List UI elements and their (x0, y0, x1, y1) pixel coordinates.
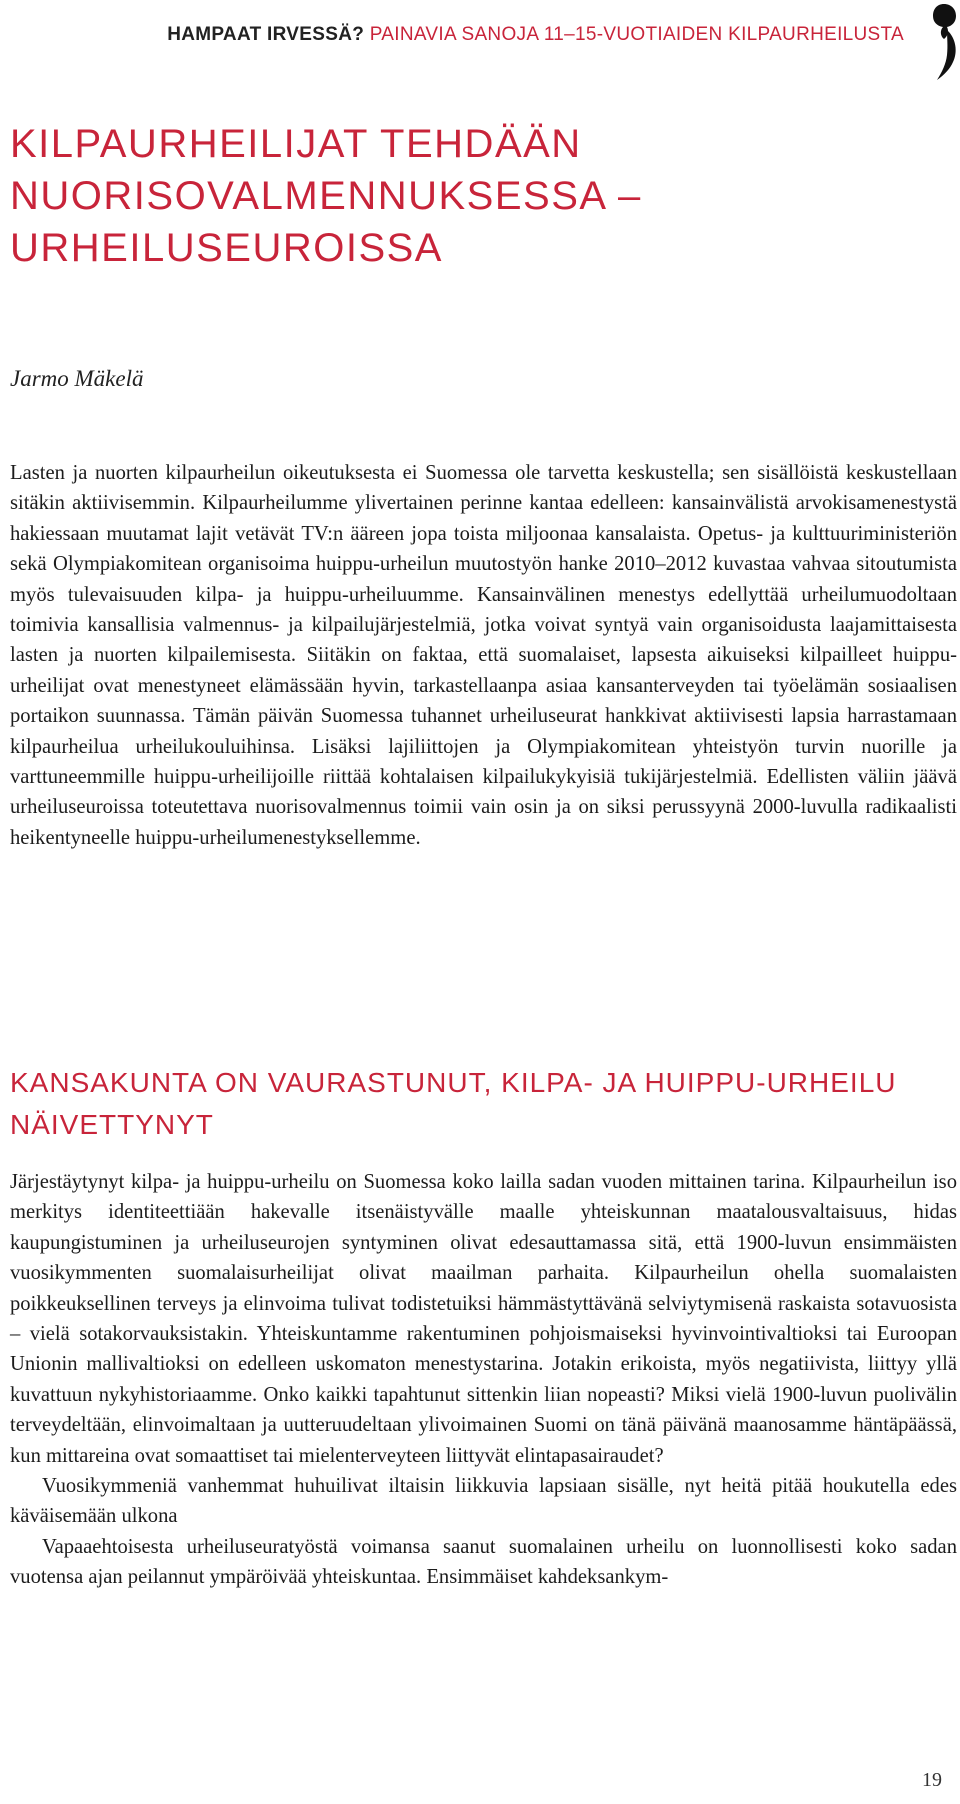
intro-paragraph: Lasten ja nuorten kilpaurheilun oikeutuksesta ei Suomessa ole tarvetta keskustella; sen sisällöistä keskustellaan sitäkin aktiivisemmin. Kilpaurheilumme ylivertainen perinne kantaa edelleen: kansainvälistä arvokisamenestystä hakiessaan muutamat lajit vetävät TV:n ääreen jopa toista miljoonaa kansalaista. Opetus- ja kulttuuriministeriön sekä Olympiakomitean organisoima huippu-urheilun muutostyön hanke 2010–2012 kuvastaa vahvaa sitoutumista myös tulevaisuuden kilpa- ja huippu-urheiluumme. Kansainvälinen menestys edellyttää urheilumuodoltaan toimivia kansallisia valmennus- ja kilpailujärjestelmiä, jotka voivat syntyä vain organisoidusta laajamittaisesta lasten ja nuorten kilpailemisesta. Siitäkin on faktaa, että suomalaiset, lapsesta aikuiseksi kilpailleet huippu-urheilijat ovat menestyneet elämässään hyvin, tarkastellaanpa asiaa kansanterveyden tai työelämän sosiaalisen portaikon suunnassa. Tämän päivän Suomessa tuhannet urheiluseurat hankkivat aktiivisesti lapsia harrastamaan kilpaurheilua urheilukouluihinsa. Lisäksi lajiliittojen ja Olympiakomitean yhteistyön turvin nuorille ja varttuneemmille huippu-urheilijoille riittää kohtalaisen kilpailukykyisiä tukijärjestelmiä. Edellisten väliin jäävä urheiluseuroissa toteutettava nuorisovalmennus toimii vain osin ja on siksi perussyynä 2000-luvulla radikaalisti heikentyneelle huippu-urheilumenestyksellemme. (10, 462, 957, 849)
intro-text (10, 458, 957, 853)
section-heading (10, 1062, 897, 1146)
body-paragraph: Järjestäytynyt kilpa- ja huippu-urheilu on Suomessa koko lailla sadan vuoden mittainen tarina. Kilpaurheilun iso merkitys identiteettiään hakevalle itsenäistyvälle maalle yhteiskunnan maatalousvaltaisuus, hidas kaupungistuminen ja urheiluseurojen syntyminen olivat edesauttamassa sitä, että 1900-luvun ensimmäisten vuosikymmenten suomalaisurheilijat olivat maailman parhaita. Kilpaurheilun ohella suomalaisten poikkeuksellinen terveys ja elinvoima tulivat todistetuiksi hämmästyttävänä selviytymisenä raskaista sotavuosista – vielä sotakorvauksistakin. Yhteiskuntamme rakentuminen pohjoismaiseksi hyvinvointivaltioksi tai Euroopan Unionin mallivaltioksi on edelleen uskomaton menestystarina. Jotakin erikoista, myös negatiivista, liittyy yllä kuvattuun nykyhistoriaamme. Onko kaikki tapahtunut sittenkin liian nopeasti? Miksi vielä 1900-luvun puolivälin terveydeltään, elinvoimaltaan ja uutteruudeltaan ylivoimainen Suomi on tänä päivänä maanosamme häntäpäässä, kun mittareina ovat somaattiset tai mielenterveyteen liittyvät elintapasairaudet? (10, 1171, 957, 1467)
body-paragraph: Vapaaehtoisesta urheiluseuratyöstä voimansa saanut suomalainen urheilu on luonnollisesti koko sadan vuotensa ajan peilannut ympäröivää yhteiskuntaa. Ensimmäiset kahdeksankym- (10, 1535, 957, 1589)
chapter-title-line: URHEILUSEUROISSA (10, 226, 443, 270)
running-header (167, 24, 904, 46)
body-paragraph: Vuosikymmeniä vanhemmat huhuilivat iltaisin liikkuvia lapsiaan sisälle, nyt heitä pitää houkutella edes käväisemään ulkona (10, 1475, 957, 1528)
decorative-mark-icon (920, 0, 960, 82)
section-heading-line: NÄIVETTYNYT (10, 1109, 214, 1140)
section-heading-line: KANSAKUNTA ON VAURASTUNUT, KILPA- JA HUIPPU-URHEILU (10, 1067, 897, 1098)
section-body (10, 1167, 957, 1593)
chapter-title-line: NUORISOVALMENNUKSESSA – (10, 174, 642, 218)
running-header-subject: PAINAVIA SANOJA 11–15-VUOTIAIDEN KILPAURHEILUSTA (369, 24, 904, 45)
chapter-title (10, 118, 642, 274)
running-header-series-title: HAMPAAT IRVESSÄ? (167, 24, 365, 45)
author-name: Jarmo Mäkelä (10, 366, 144, 391)
page-number: 19 (922, 1769, 942, 1791)
chapter-title-line: KILPAURHEILIJAT TEHDÄÄN (10, 122, 582, 166)
